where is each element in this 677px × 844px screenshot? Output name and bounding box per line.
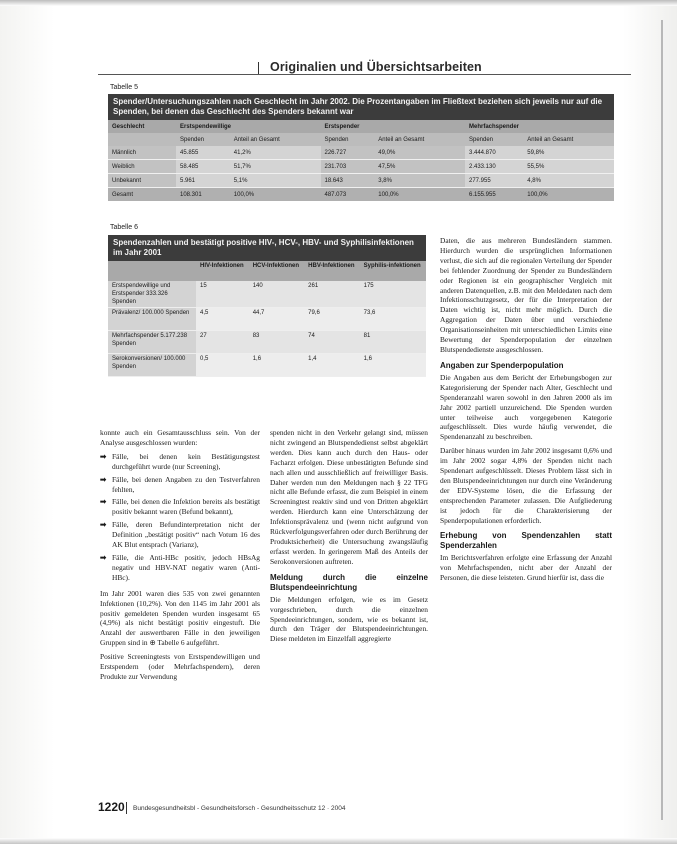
arrow-icon: ➡: [100, 497, 107, 507]
paragraph: Im Berichtsverfahren erfolgte eine Erfassung der Anzahl von Mehrfachspenden, nicht aber der Anzahl der Personen, die diese leisteten. Grund hierfür ist, dass die: [440, 553, 612, 583]
table-cell: 55,5%: [523, 160, 614, 174]
table-cell: Gesamt: [108, 188, 176, 202]
paragraph: Darüber hinaus wurden im Jahr 2002 insgesamt 0,6% und im Jahr 2002 sogar 4,8% der Spenden nicht nach Spendenart aufgeschlüsselt. Dieses Problem lässt sich in den Blutspendeeinrichtungen nur durch eine Veränderung der EDV-Systeme lösen, die die Erfassung der entsprechenden Parameter zulassen. Die Aufgliederung ist jedoch für die Charakterisierung der Spenderpopulationen erforderlich.: [440, 446, 612, 525]
table-cell: 100,0%: [374, 188, 465, 202]
table6: [108, 235, 426, 377]
table-cell: 1,6: [360, 354, 426, 377]
table-row: [108, 308, 426, 331]
table-cell: 73,6: [360, 308, 426, 331]
paragraph: Die Angaben aus dem Bericht der Erhebungsbogen zur Kategorisierung der Spender nach Alter, Geschlecht und Spenderanzahl waren sowohl in den Jahren 2000 als im Jahr 2002 partiell unzureichend. Die Spenden wurden unter teilweise auch vorgegebenen Kategorie aufgeschlüsselt. Dies wurde häufig verwendet, die Spendenanzahl zu beschreiben.: [440, 372, 612, 442]
table-cell: 51,7%: [230, 160, 321, 174]
table-cell: 140: [249, 281, 304, 308]
table6-label: Tabelle 6: [110, 224, 139, 231]
page-fold-line: [661, 20, 663, 820]
table5-group-header: Erstspender: [321, 120, 466, 133]
text-column-1: [100, 428, 260, 686]
table-cell: 74: [304, 331, 359, 354]
table6-header: Syphilis-infektionen: [360, 261, 426, 281]
table-row: [108, 174, 614, 188]
table5-sub-header: Spenden: [321, 133, 375, 146]
table-cell: 44,7: [249, 308, 304, 331]
table-cell: 18.643: [321, 174, 375, 188]
list-item: ➡ Fälle, bei denen Angaben zu den Testverfahren fehlten,: [100, 474, 260, 494]
table5-sub-header: Spenden: [465, 133, 523, 146]
table-cell: 261: [304, 281, 359, 308]
section-heading: Erhebung von Spendenzahlen statt Spenderzahlen: [440, 531, 612, 551]
table-cell: Weiblich: [108, 160, 176, 174]
table-cell: 231.703: [321, 160, 375, 174]
table5-label: Tabelle 5: [110, 84, 139, 91]
table-row: [108, 354, 426, 377]
table-cell: Serokonversionen/ 100.000 Spenden: [108, 354, 196, 377]
table6-header: HCV-Infektionen: [249, 261, 304, 281]
table-cell: 83: [249, 331, 304, 354]
arrow-icon: ➡: [100, 552, 107, 562]
table6-header: [108, 261, 196, 281]
table-cell: 487.073: [321, 188, 375, 202]
table-cell: 15: [196, 281, 249, 308]
table-cell: 100,0%: [523, 188, 614, 202]
table-cell: Prävalenz/ 100.000 Spenden: [108, 308, 196, 331]
table-cell: 49,0%: [374, 146, 465, 160]
table-cell: 1,4: [304, 354, 359, 377]
table6-header: HBV-Infektionen: [304, 261, 359, 281]
table-cell: 27: [196, 331, 249, 354]
arrow-icon: ➡: [100, 451, 107, 461]
table5-sub-header: Anteil an Gesamt: [230, 133, 321, 146]
table-cell: 4,5: [196, 308, 249, 331]
table-cell: 5.961: [176, 174, 230, 188]
table-cell: 6.155.955: [465, 188, 523, 202]
section-heading: Meldung durch die einzelne Blutspendeeinrichtung: [270, 572, 428, 592]
table5-sub-header: Anteil an Gesamt: [374, 133, 465, 146]
table-row: [108, 146, 614, 160]
table-row: [108, 331, 426, 354]
table-cell: 41,2%: [230, 146, 321, 160]
paragraph: Im Jahr 2001 waren dies 535 von zwei genannten Infektionen (10,2%). Von den 1145 im Jahr 2001 als positiv gemeldeten Spenden wurden insgesamt 65 (4,9%) als nicht bestätigt positiv eingestuft. Die Anzahl der auswertbaren Fälle in den jeweiligen Gruppen sind in ⊕ Tabelle 6 aufgeführt.: [100, 588, 260, 648]
header-rule: [98, 74, 631, 75]
table-cell: Männlich: [108, 146, 176, 160]
text-column-2: [270, 428, 428, 648]
table-cell: 100,0%: [230, 188, 321, 202]
table-cell: 81: [360, 331, 426, 354]
table-cell: 5,1%: [230, 174, 321, 188]
paragraph: spenden nicht in den Verkehr gelangt sind, müssen nicht zwingend an Blutspendedienst selbst abgeklärt werden. Dies kann auch durch den Haus- oder Facharzt erfolgen. Diese unbestätigten Befunde sind nach allen und ausschließlich auf freiwilliger Basis. Daher werden nun den Meldungen nach § 22 TFG nicht alle Befunde erfasst, die zum Beispiel in einem Screeningtest reaktiv sind und von Dritten abgeklärt werden. Hierdurch kann eine Unterschätzung der Infektionsprävalenz und (wenn nicht aufgrund von Rückverfolgungsverfahren oder durch Berührung der Produktsicherheit) die Untersuchung zwangsläufig erfasst werden. In geringerem Maß des Anteils der Serokonversionen auftreten.: [270, 428, 428, 566]
table-cell: 226.727: [321, 146, 375, 160]
arrow-icon: ➡: [100, 474, 107, 484]
table5-group-header: Geschlecht: [108, 120, 176, 133]
section-heading: Angaben zur Spenderpopulation: [440, 360, 564, 370]
text-column-3: [440, 236, 612, 587]
table-row: [108, 160, 614, 174]
table-row: [108, 281, 426, 308]
table-cell: 277.955: [465, 174, 523, 188]
list-item: ➡ Fälle, deren Befundinterpretation nicht der Definition „bestätigt positiv“ nach Votum 16 des AK Blut entsprach (Varianz),: [100, 520, 260, 550]
exclusion-list: [100, 452, 260, 583]
table-cell: 3,8%: [374, 174, 465, 188]
table-cell: 108.301: [176, 188, 230, 202]
table5-group-header: Mehrfachspender: [465, 120, 614, 133]
paragraph: Die Meldungen erfolgen, wie es im Gesetz vorgeschrieben, durch die einzelnen Spendeeinrichtungen, sondern, wie es bekannt ist, durch den Träger der Blutspendeeinrichtungen. Diese meldeten im Einzelfall aggregierte: [270, 594, 428, 644]
paragraph: Positive Screeningtests von Erstspendewilligen und Erstspendern (oder Mehrfachspendern), deren Produkte zur Verwendung: [100, 652, 260, 681]
table-cell: 3.444.870: [465, 146, 523, 160]
table-cell: 58.485: [176, 160, 230, 174]
table-cell: 1,6: [249, 354, 304, 377]
table-cell: 45.855: [176, 146, 230, 160]
scan-top-edge: [0, 0, 677, 6]
table-cell: Erstspendewillige und Erstspender 333.326 Spenden: [108, 281, 196, 308]
table-cell: 2.433.130: [465, 160, 523, 174]
list-item: ➡ Fälle, bei denen kein Bestätigungstest durchgeführt wurde (nur Screening),: [100, 451, 260, 471]
list-item: ➡ Fälle, bei denen die Infektion bereits als bestätigt positiv bekannt waren (Befund bekannt),: [100, 497, 260, 517]
table-cell: 79,6: [304, 308, 359, 331]
table-cell: Unbekannt: [108, 174, 176, 188]
arrow-icon: ➡: [100, 520, 107, 530]
table5-group-header: Erstspendewillige: [176, 120, 321, 133]
paragraph: konnte auch ein Gesamtausschluss sein. Von der Analyse ausgeschlossen wurden:: [100, 428, 260, 447]
table-cell: 4,8%: [523, 174, 614, 188]
header-tick: [258, 62, 259, 74]
journal-citation: Bundesgesundheitsbl - Gesundheitsforsch - Gesundheitsschutz 12 · 2004: [133, 805, 346, 812]
table-cell: 59,8%: [523, 146, 614, 160]
page-number: 1220: [98, 800, 125, 814]
table-cell: 0,5: [196, 354, 249, 377]
table6-header: HIV-Infektionen: [196, 261, 249, 281]
scan-bottom-edge: [0, 838, 677, 844]
table5-title: Spender/Untersuchungszahlen nach Geschlecht im Jahr 2002. Die Prozentangaben im Fließtext beziehen sich jeweils nur auf die Spenden, bei denen das Geschlecht des Spenders bekannt war: [108, 94, 614, 120]
table6-title: Spendenzahlen und bestätigt positive HIV-, HCV-, HBV- und Syphilisinfektionen im Jahr 2001: [108, 235, 426, 261]
table-cell: 175: [360, 281, 426, 308]
table5-sub-header: Spenden: [176, 133, 230, 146]
table-total-row: [108, 188, 614, 202]
table5-grid: [108, 120, 614, 201]
section-header: Originalien und Übersichtsarbeiten: [270, 60, 482, 74]
table-cell: 47,5%: [374, 160, 465, 174]
footer-divider: [126, 802, 127, 814]
table5-sub-header: [108, 133, 176, 146]
table-cell: Mehrfachspender 5.177.238 Spenden: [108, 331, 196, 354]
table5-sub-header: Anteil an Gesamt: [523, 133, 614, 146]
table5: [108, 94, 614, 201]
paragraph: Daten, die aus mehreren Bundesländern stammen. Hierdurch wurden die ursprünglichen Informationen verlust, die sich auf die regionalen Verteilung der Spender bei fehlender Zuordnung der Spender zu Bundesländern oder Regionen ist ein geographischer Vergleich mit anderen Datenquellen, z.B. mit den Meldedaten nach dem Infektionsschutzgesetz, der für die Interpretation der Daten wichtig ist, nicht mehr möglich. Durch die Aggregation der Daten über und verschiedene Organisationseinheiten mit unterschiedlichen Limits eine Bewertung der Spenderpopulation der einzelnen Blutspendedienste ausgeschlossen.: [440, 236, 612, 354]
table6-grid: [108, 261, 426, 377]
list-item: ➡ Fälle, die Anti-HBc positiv, jedoch HBsAg negativ und HBV-NAT negativ waren (Anti-HBc).: [100, 552, 260, 582]
